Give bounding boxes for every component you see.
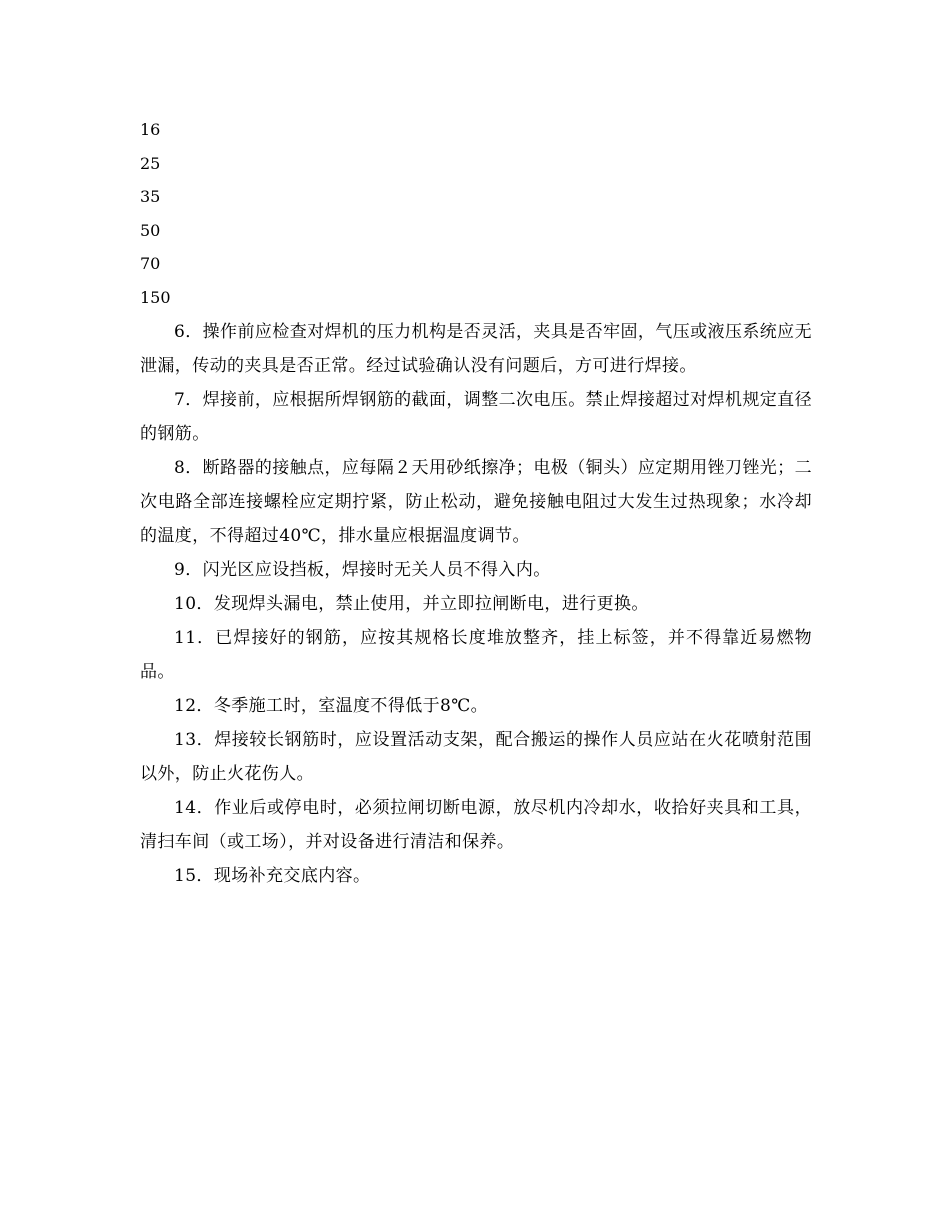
number-item: 150 (140, 287, 171, 307)
rule-paragraph-14: 14．作业后或停电时，必须拉闸切断电源，放尽机内冷却水，收拾好夹具和工具，清扫车间（或工场），并对设备进行清洁和保养。 (140, 797, 812, 852)
number-item: 35 (140, 187, 161, 207)
number-list (140, 113, 812, 315)
number-item: 16 (140, 120, 161, 139)
rule-paragraph-11: 11．已焊接好的钢筋，应按其规格长度堆放整齐，挂上标签，并不得靠近易燃物品。 (140, 627, 812, 682)
number-item: 70 (140, 254, 161, 274)
number-item: 50 (140, 220, 161, 240)
rule-paragraph-13: 13．焊接较长钢筋时，应设置活动支架，配合搬运的操作人员应站在火花喷射范围以外，防止火花伤人。 (140, 729, 812, 784)
rule-paragraph-9: 9．闪光区应设挡板，焊接时无关人员不得入内。 (174, 559, 551, 580)
number-item: 25 (140, 153, 161, 173)
rule-paragraph-8: 8．断路器的接触点，应每隔２天用砂纸擦净；电极（铜头）应定期用锉刀锉光；二次电路全部连接螺栓应定期拧紧，防止松动，避免接触电阻过大发生过热现象；水冷却的温度，不得超过40℃，排水量应根据温度调节。 (140, 457, 812, 546)
rule-paragraph-12: 12．冬季施工时，室温度不得低于8℃。 (174, 695, 489, 716)
rules-list (140, 315, 812, 893)
rule-paragraph-6: 6．操作前应检查对焊机的压力机构是否灵活，夹具是否牢固，气压或液压系统应无泄漏，传动的夹具是否正常。经过试验确认没有问题后，方可进行焊接。 (140, 321, 812, 376)
rule-paragraph-15: 15．现场补充交底内容。 (174, 865, 371, 886)
document-page (140, 113, 812, 893)
rule-paragraph-7: 7．焊接前，应根据所焊钢筋的截面，调整二次电压。禁止焊接超过对焊机规定直径的钢筋。 (140, 389, 812, 444)
rule-paragraph-10: 10．发现焊头漏电，禁止使用，并立即拉闸断电，进行更换。 (174, 593, 649, 614)
